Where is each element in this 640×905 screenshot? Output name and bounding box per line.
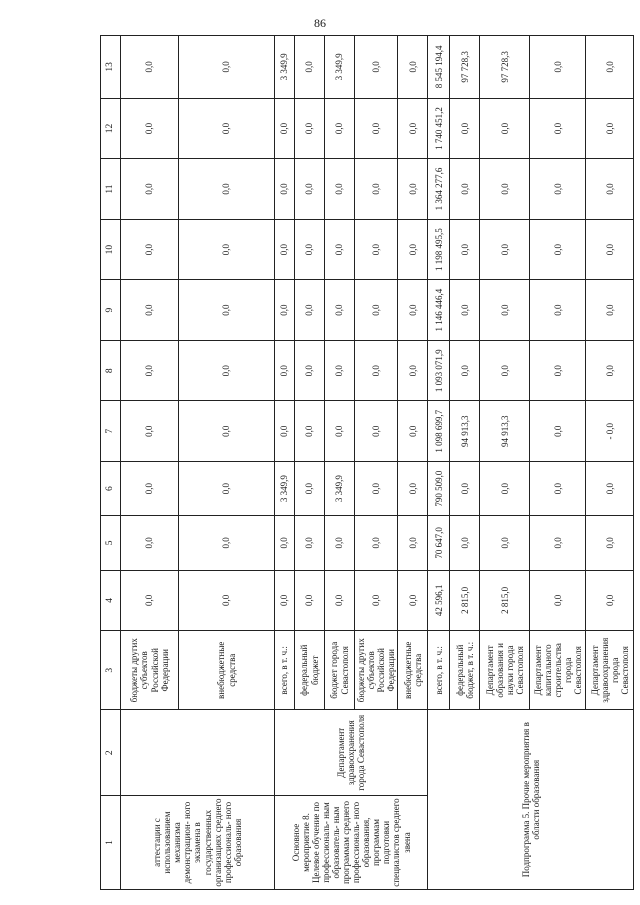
value-cell: 0,0 xyxy=(355,159,398,220)
value-cell: 3 349,9 xyxy=(325,462,355,516)
value-cell: 3 349,9 xyxy=(275,36,295,99)
source-cell: Департамент здравоохранения города Севастополя xyxy=(586,631,634,710)
value-cell: 0,0 xyxy=(355,516,398,570)
value-cell: 0,0 xyxy=(325,401,355,462)
value-cell: 1 093 071,9 xyxy=(428,340,450,401)
value-cell: 0,0 xyxy=(295,570,325,631)
value-cell: 0,0 xyxy=(398,401,428,462)
value-cell: 0,0 xyxy=(398,98,428,159)
table-row xyxy=(121,36,179,890)
source-cell: всего, в т. ч.: xyxy=(428,631,450,710)
value-cell: 0,0 xyxy=(325,98,355,159)
value-cell: 0,0 xyxy=(450,340,480,401)
table-row xyxy=(428,36,450,890)
value-cell: 0,0 xyxy=(179,516,275,570)
value-cell: 0,0 xyxy=(355,280,398,341)
header-cell: 13 xyxy=(101,36,121,99)
value-cell: 70 647,0 xyxy=(428,516,450,570)
value-cell: 0,0 xyxy=(275,98,295,159)
value-cell: 3 349,9 xyxy=(325,36,355,99)
value-cell: 0,0 xyxy=(450,219,480,280)
header-cell: 5 xyxy=(101,516,121,570)
value-cell: 0,0 xyxy=(121,570,179,631)
value-cell: 0,0 xyxy=(121,516,179,570)
source-cell: Департамент образования и науки города Севастополя xyxy=(480,631,530,710)
value-cell: 97 728,3 xyxy=(480,36,530,99)
value-cell: 0,0 xyxy=(355,401,398,462)
value-cell: 0,0 xyxy=(355,462,398,516)
value-cell: 0,0 xyxy=(121,401,179,462)
value-cell: 0,0 xyxy=(325,280,355,341)
value-cell: 0,0 xyxy=(586,159,634,220)
source-cell: внебюджетные средства xyxy=(179,631,275,710)
value-cell: 0,0 xyxy=(325,516,355,570)
header-cell: 4 xyxy=(101,570,121,631)
source-cell: внебюджетные средства xyxy=(398,631,428,710)
value-cell: 0,0 xyxy=(586,219,634,280)
header-cell: 9 xyxy=(101,280,121,341)
value-cell: 1 198 495,5 xyxy=(428,219,450,280)
value-cell: 0,0 xyxy=(325,219,355,280)
value-cell: 0,0 xyxy=(295,280,325,341)
header-cell: 8 xyxy=(101,340,121,401)
rotated-table xyxy=(100,35,630,890)
budget-table xyxy=(100,35,634,890)
value-cell: 42 596,1 xyxy=(428,570,450,631)
value-cell: 1 146 446,4 xyxy=(428,280,450,341)
value-cell: 0,0 xyxy=(121,340,179,401)
value-cell: 0,0 xyxy=(275,219,295,280)
value-cell: 0,0 xyxy=(121,462,179,516)
value-cell: 790 509,0 xyxy=(428,462,450,516)
value-cell: 0,0 xyxy=(295,159,325,220)
value-cell: 0,0 xyxy=(586,36,634,99)
source-cell: всего, в т. ч.: xyxy=(275,631,295,710)
value-cell: 0,0 xyxy=(530,570,586,631)
value-cell: 0,0 xyxy=(586,516,634,570)
value-cell: 0,0 xyxy=(325,570,355,631)
source-cell: бюджеты других субъектов Российской Федерации xyxy=(121,631,179,710)
value-cell: 0,0 xyxy=(355,570,398,631)
source-cell: бюджеты других субъектов Российской Федерации xyxy=(355,631,398,710)
value-cell: 0,0 xyxy=(121,219,179,280)
header-cell: 12 xyxy=(101,98,121,159)
value-cell: 0,0 xyxy=(295,516,325,570)
value-cell: 1 098 699,7 xyxy=(428,401,450,462)
value-cell: 97 728,3 xyxy=(450,36,480,99)
header-cell: 6 xyxy=(101,462,121,516)
source-cell: бюджет города Севастополя xyxy=(325,631,355,710)
value-cell: 0,0 xyxy=(398,462,428,516)
value-cell: 0,0 xyxy=(179,98,275,159)
value-cell: 0,0 xyxy=(398,159,428,220)
value-cell: 0,0 xyxy=(530,36,586,99)
value-cell: 0,0 xyxy=(450,516,480,570)
value-cell: 0,0 xyxy=(355,219,398,280)
source-cell: Департамент капитального строительства города Севастополя xyxy=(530,631,586,710)
value-cell: 0,0 xyxy=(275,159,295,220)
value-cell: 0,0 xyxy=(398,516,428,570)
value-cell: 0,0 xyxy=(355,36,398,99)
value-cell: 0,0 xyxy=(480,159,530,220)
value-cell: 0,0 xyxy=(325,340,355,401)
value-cell: 0,0 xyxy=(121,159,179,220)
value-cell: 2 815,0 xyxy=(480,570,530,631)
value-cell: 0,0 xyxy=(586,570,634,631)
value-cell: 0,0 xyxy=(179,36,275,99)
value-cell: 0,0 xyxy=(450,159,480,220)
value-cell: 0,0 xyxy=(275,340,295,401)
value-cell: 0,0 xyxy=(121,98,179,159)
value-cell: 0,0 xyxy=(530,462,586,516)
value-cell: 1 740 451,2 xyxy=(428,98,450,159)
header-cell: 7 xyxy=(101,401,121,462)
page-number: 86 xyxy=(314,16,326,30)
value-cell: 0,0 xyxy=(295,340,325,401)
value-cell: 0,0 xyxy=(398,280,428,341)
value-cell: 0,0 xyxy=(295,36,325,99)
value-cell: 0,0 xyxy=(586,462,634,516)
value-cell: 0,0 xyxy=(179,401,275,462)
value-cell: 0,0 xyxy=(295,462,325,516)
value-cell: 0,0 xyxy=(398,340,428,401)
header-cell: 1 xyxy=(101,796,121,890)
value-cell: 0,0 xyxy=(530,401,586,462)
value-cell: 0,0 xyxy=(179,159,275,220)
source-cell: федеральный бюджет, в т. ч.: xyxy=(450,631,480,710)
value-cell: 0,0 xyxy=(295,98,325,159)
value-cell: 0,0 xyxy=(586,280,634,341)
value-cell: 0,0 xyxy=(586,340,634,401)
value-cell: 0,0 xyxy=(121,36,179,99)
value-cell: 0,0 xyxy=(179,462,275,516)
value-cell: 0,0 xyxy=(295,401,325,462)
value-cell: 0,0 xyxy=(295,219,325,280)
value-cell: 0,0 xyxy=(530,98,586,159)
value-cell: 0,0 xyxy=(398,36,428,99)
executor-cell xyxy=(121,710,275,796)
value-cell: 0,0 xyxy=(530,219,586,280)
value-cell: 0,0 xyxy=(275,570,295,631)
value-cell: 0,0 xyxy=(179,570,275,631)
value-cell: 0,0 xyxy=(325,159,355,220)
value-cell: 0,0 xyxy=(179,280,275,341)
value-cell: 0,0 xyxy=(480,516,530,570)
value-cell: 0,0 xyxy=(398,570,428,631)
value-cell: 0,0 xyxy=(480,219,530,280)
value-cell: - 0,0 xyxy=(586,401,634,462)
value-cell: 0,0 xyxy=(530,159,586,220)
header-row xyxy=(101,36,121,890)
value-cell: 0,0 xyxy=(179,219,275,280)
rotated-table-container xyxy=(100,35,630,890)
value-cell: 0,0 xyxy=(450,462,480,516)
value-cell: 0,0 xyxy=(450,98,480,159)
measure-cell: аттестации с использованием механизма демонстрацион- ного экзамена в государственных организациях среднего профессиональ- ного образования xyxy=(121,796,275,890)
value-cell: 94 913,3 xyxy=(480,401,530,462)
value-cell: 0,0 xyxy=(355,340,398,401)
value-cell: 0,0 xyxy=(480,462,530,516)
source-cell: федеральный бюджет xyxy=(295,631,325,710)
value-cell: 0,0 xyxy=(586,98,634,159)
value-cell: 8 545 194,4 xyxy=(428,36,450,99)
value-cell: 0,0 xyxy=(530,280,586,341)
value-cell: 0,0 xyxy=(480,280,530,341)
subprogram-cell: Подпрограмма 5. Прочие мероприятия в области образования xyxy=(428,710,634,890)
header-cell: 2 xyxy=(101,710,121,796)
value-cell: 1 364 277,6 xyxy=(428,159,450,220)
value-cell: 3 349,9 xyxy=(275,462,295,516)
header-cell: 3 xyxy=(101,631,121,710)
value-cell: 0,0 xyxy=(275,401,295,462)
value-cell: 0,0 xyxy=(275,280,295,341)
value-cell: 0,0 xyxy=(398,219,428,280)
value-cell: 0,0 xyxy=(179,340,275,401)
value-cell: 0,0 xyxy=(121,280,179,341)
value-cell: 0,0 xyxy=(355,98,398,159)
value-cell: 0,0 xyxy=(480,340,530,401)
value-cell: 0,0 xyxy=(450,280,480,341)
header-cell: 11 xyxy=(101,159,121,220)
value-cell: 0,0 xyxy=(480,98,530,159)
value-cell: 0,0 xyxy=(530,516,586,570)
value-cell: 0,0 xyxy=(530,340,586,401)
value-cell: 94 913,3 xyxy=(450,401,480,462)
table-row xyxy=(275,36,295,890)
value-cell: 2 815,0 xyxy=(450,570,480,631)
executor-cell: Департамент здравоохранения города Севастополя xyxy=(275,710,428,796)
value-cell: 0,0 xyxy=(275,516,295,570)
measure-cell: Основное мероприятие 8. Целевое обучение по профессиональ- ным образователь- ным программам среднего профессиональ- ного образования, программам подготовки специалистов среднего звена xyxy=(275,796,428,890)
header-cell: 10 xyxy=(101,219,121,280)
